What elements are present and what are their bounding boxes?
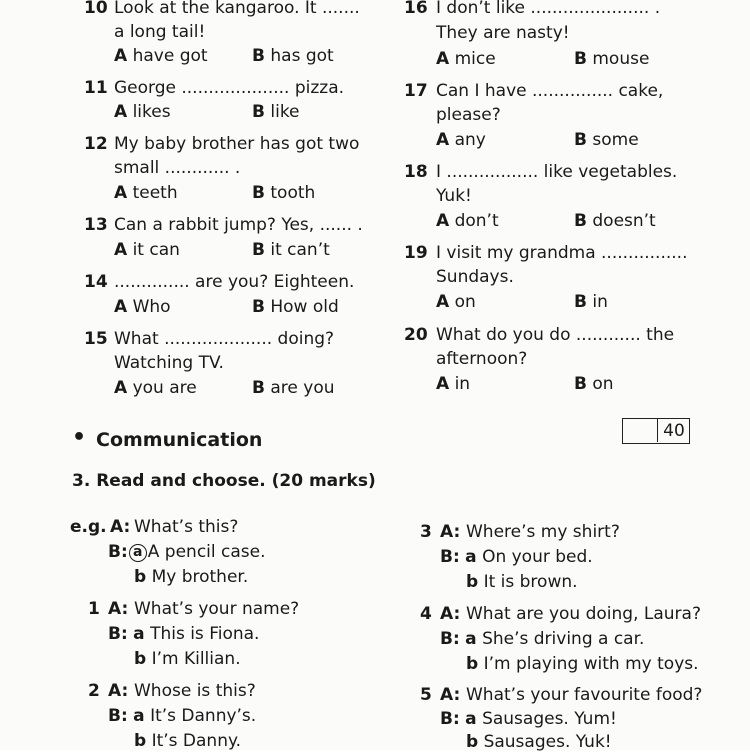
option-b: B some [574, 130, 639, 150]
bullet-icon: • [72, 425, 87, 450]
option-b: B like [252, 102, 300, 122]
answer-b: b My brother. [134, 567, 249, 587]
question-text: I don’t like ...................... . [436, 0, 661, 18]
score-value: 40 [663, 421, 685, 441]
question-text: I ................. like vegetables. [436, 162, 678, 182]
option-b: B tooth [252, 183, 316, 203]
speaker-a-label: A: [440, 522, 461, 542]
option-a: A mice [436, 49, 496, 69]
score-box [622, 418, 690, 444]
question-number: 11 [84, 78, 108, 98]
speaker-a-label: A: [110, 517, 131, 537]
score-box-blank [623, 419, 658, 442]
question-text-cont: Sundays. [436, 267, 514, 287]
question-text: George .................... pizza. [114, 78, 345, 98]
question-text-cont: They are nasty! [436, 23, 570, 43]
question-number: 18 [404, 162, 428, 182]
question-text-cont: small ............ . [114, 158, 241, 178]
answer-a: B: a Sausages. Yum! [440, 709, 617, 729]
speaker-a-label: A: [108, 681, 129, 701]
question-text: What do you do ............ the [436, 325, 675, 345]
option-b: B doesn’t [574, 211, 656, 231]
option-b: B has got [252, 46, 334, 66]
question-number: 10 [84, 0, 108, 18]
question-number: 14 [84, 272, 108, 292]
dialogue-question: Whose is this? [134, 681, 256, 701]
circled-answer-icon: a [129, 544, 147, 562]
dialogue-question: What’s this? [134, 517, 239, 537]
task-title: 3. Read and choose. (20 marks) [72, 471, 376, 491]
dialogue-number: 1 [88, 599, 100, 619]
option-a: A likes [114, 102, 171, 122]
question-text: Look at the kangaroo. It ....... [114, 0, 360, 18]
dialogue-number: 3 [420, 522, 432, 542]
question-number: 12 [84, 134, 108, 154]
dialogue-question: What are you doing, Laura? [466, 604, 701, 624]
option-a: A in [436, 374, 471, 394]
answer-b: b I’m Killian. [134, 649, 241, 669]
section-title: Communication [96, 429, 263, 451]
option-b: B How old [252, 297, 339, 317]
dialogue-question: What’s your name? [134, 599, 300, 619]
option-b: B are you [252, 378, 335, 398]
option-b: B mouse [574, 49, 650, 69]
question-number: 19 [404, 243, 428, 263]
answer-a: B: a On your bed. [440, 547, 593, 567]
option-a: A Who [114, 297, 171, 317]
answer-b: b It’s Danny. [134, 731, 242, 751]
option-a: A you are [114, 378, 197, 398]
dialogue-question: Where’s my shirt? [466, 522, 620, 542]
question-text: Can a rabbit jump? Yes, ...... . [114, 215, 363, 235]
question-text: My baby brother has got two [114, 134, 360, 154]
question-number: 13 [84, 215, 108, 235]
question-text: .............. are you? Eighteen. [114, 272, 355, 292]
option-b: B on [574, 374, 614, 394]
answer-b: b It is brown. [466, 572, 578, 592]
answer-a: B: a She’s driving a car. [440, 629, 645, 649]
dialogue-number: 4 [420, 604, 432, 624]
answer-a: B: a It’s Danny’s. [108, 706, 257, 726]
option-a: A have got [114, 46, 208, 66]
option-a: A any [436, 130, 486, 150]
answer-b: b Sausages. Yuk! [466, 732, 612, 752]
question-text-cont: a long tail! [114, 22, 206, 42]
dialogue-number: 2 [88, 681, 100, 701]
option-a: A on [436, 292, 476, 312]
dialogue-number: e.g. [70, 517, 107, 537]
answer-a: B: a A pencil case. [108, 542, 266, 562]
option-b: B it can’t [252, 240, 330, 260]
question-text: What .................... doing? [114, 329, 335, 349]
speaker-a-label: A: [440, 685, 461, 705]
question-text: Can I have ............... cake, [436, 81, 664, 101]
speaker-a-label: A: [108, 599, 129, 619]
question-number: 17 [404, 81, 428, 101]
question-number: 16 [404, 0, 428, 18]
question-text-cont: afternoon? [436, 349, 528, 369]
answer-b: b I’m playing with my toys. [466, 654, 699, 674]
question-text-cont: please? [436, 105, 501, 125]
option-a: A it can [114, 240, 180, 260]
option-b: B in [574, 292, 608, 312]
dialogue-number: 5 [420, 685, 432, 705]
speaker-a-label: A: [440, 604, 461, 624]
question-text: I visit my grandma ................ [436, 243, 688, 263]
question-number: 15 [84, 329, 108, 349]
question-text-cont: Yuk! [436, 186, 472, 206]
question-number: 20 [404, 325, 428, 345]
answer-a: B: a This is Fiona. [108, 624, 260, 644]
option-a: A don’t [436, 211, 499, 231]
option-a: A teeth [114, 183, 178, 203]
question-text-cont: Watching TV. [114, 353, 224, 373]
dialogue-question: What’s your favourite food? [466, 685, 703, 705]
